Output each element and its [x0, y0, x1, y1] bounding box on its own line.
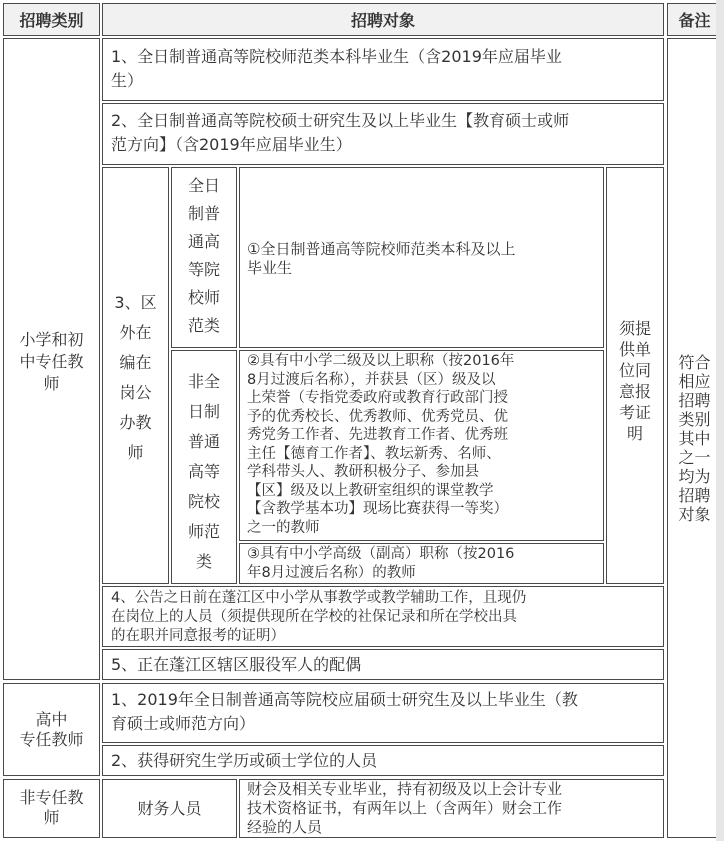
remark-text: 符合 相应 招聘 类别 其中 之一 均为 招聘 对象	[678, 353, 711, 524]
nonspecialist-role: 财务人员	[137, 798, 202, 818]
fulltime-text-cell	[239, 167, 604, 348]
primary-item-5-cell	[102, 649, 664, 680]
nonfull-label: 非全 日制 普通 高等 院校 师范 类	[187, 372, 220, 571]
nonspecialist-role-cell	[102, 779, 237, 838]
remark-cell	[667, 38, 722, 838]
fulltime-text: ①全日制普通高等院校师范类本科及以上 毕业生	[247, 240, 516, 277]
highschool-item-1-cell	[102, 683, 664, 743]
primary-item-4-cell	[102, 586, 664, 647]
header-category-cell	[3, 3, 100, 36]
nonfull-text-3-cell	[239, 543, 604, 584]
nonspecialist-requirement: 财会及相关专业毕业，持有初级及以上会计专业 技术资格证书，有两年以上（含两年）财会工作 经验的人员	[247, 780, 563, 836]
primary-item-3-label-cell	[102, 167, 169, 584]
proof-cell	[606, 167, 664, 584]
category-nonspecialist: 非专任教 师	[19, 788, 84, 827]
category-primary-cell	[3, 38, 100, 680]
nonfull-text-3: ③具有中小学高级（副高）职称（按2016 年8月过渡后名称）的教师	[247, 546, 515, 581]
primary-item-3-label: 3、区 外在 编在 岗公 办教 师	[114, 293, 157, 462]
primary-item-2: 2、全日制普通高等院校硕士研究生及以上毕业生【教育硕士或师 范方向】（含2019年应届毕业生）	[111, 111, 570, 154]
nonfull-text-2-cell	[239, 350, 604, 541]
header-target-cell	[102, 3, 664, 36]
category-highschool-cell	[3, 683, 100, 776]
scrollbar[interactable]	[716, 0, 724, 841]
highschool-item-2-cell	[102, 745, 664, 776]
proof-text: 须提 供单 位同 意报 考证 明	[618, 319, 651, 443]
fulltime-label-cell	[171, 167, 237, 348]
highschool-item-1: 1、2019年全日制普通高等院校应届硕士研究生及以上毕业生（教 育硕士或师范方向）	[111, 690, 578, 733]
primary-item-2-cell	[102, 103, 664, 165]
nonspecialist-requirement-cell	[239, 779, 664, 838]
header-category: 招聘类别	[19, 11, 84, 30]
header-remark-cell	[667, 3, 722, 36]
category-nonspecialist-cell	[3, 779, 100, 838]
category-highschool: 高中 专任教师	[19, 710, 84, 749]
fulltime-label: 全日 制普 通高 等院 校师 范类	[187, 176, 220, 335]
primary-item-5: 5、正在蓬江区辖区服役军人的配偶	[111, 655, 362, 674]
highschool-item-2: 2、获得研究生学历或硕士学位的人员	[111, 751, 378, 770]
primary-item-4: 4、公告之日前在蓬江区中小学从事教学或教学辅助工作，且现仍 在岗位上的人员（须提供现所在学校的社保记录和所在学校出具 的在职并同意报考的证明）	[111, 590, 527, 644]
nonfull-text-2: ②具有中小学二级及以上职称（按2016年 8月过渡后名称），并获县（区）级及以 上荣誉（专指党委政府或教育行政部门授 予的优秀校长、优秀教师、优秀党员、优 秀党务工作者、先进教育工作者、优秀班 主任【德育工作者】、教坛新秀、名师、 学科带头人、教研积极分子、参加县 【区】级及以上教研室组织的课堂教学 【含教学基本功】现场比赛获得一等奖） 之一的教师	[247, 353, 515, 536]
header-remark: 备注	[678, 11, 711, 30]
header-target: 招聘对象	[350, 11, 415, 30]
primary-item-1-cell	[102, 38, 664, 101]
primary-item-1: 1、全日制普通高等院校师范类本科毕业生（含2019年应届毕业 生）	[111, 47, 562, 90]
category-primary: 小学和初 中专任教 师	[19, 330, 84, 393]
nonfull-label-cell	[171, 350, 237, 584]
